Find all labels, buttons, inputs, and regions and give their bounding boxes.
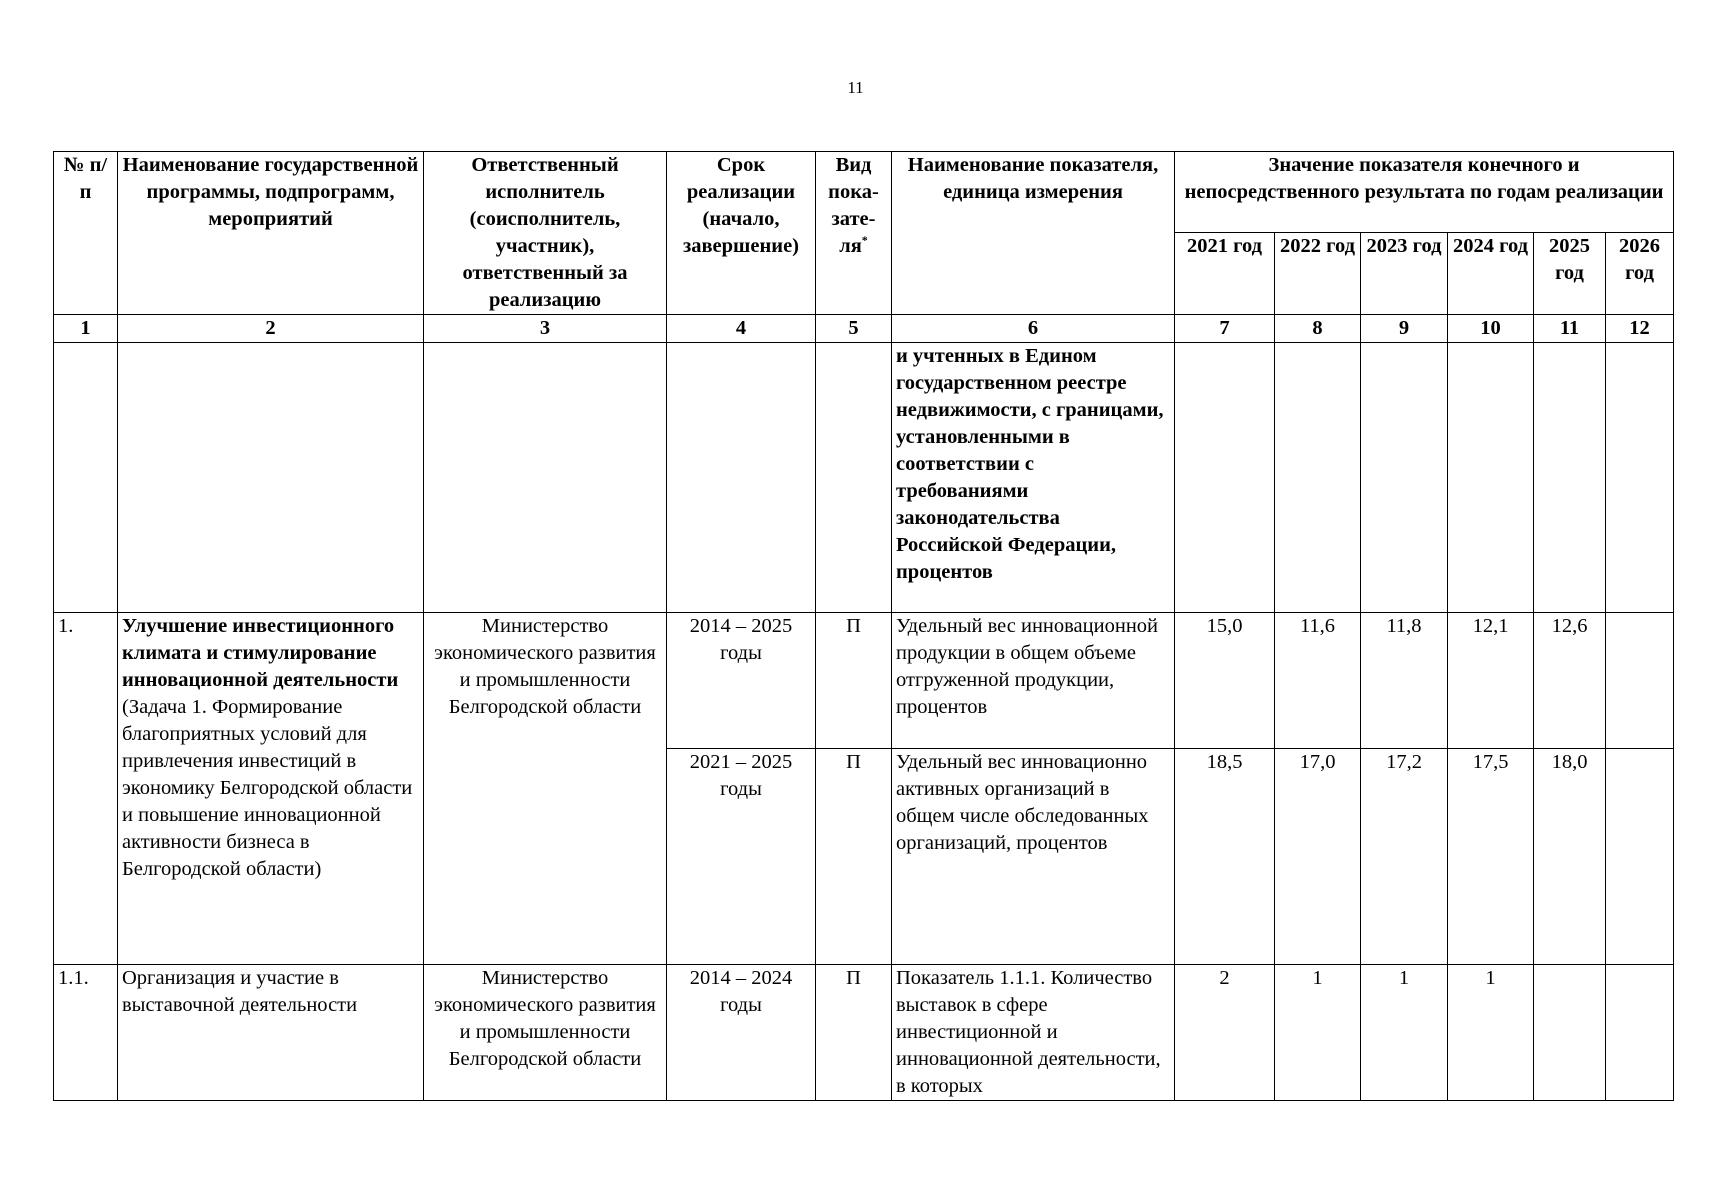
cell-empty xyxy=(54,343,118,613)
row-1-1-executor: Министерство экономического развития и промышленности Белгородской области xyxy=(424,965,667,1101)
row-1a-type: П xyxy=(816,613,892,749)
column-number: 4 xyxy=(667,315,816,343)
table-row-1-1 xyxy=(54,965,1674,1101)
indicators-table xyxy=(53,151,1674,1101)
cell-empty xyxy=(1175,343,1275,613)
row-1-executor: Министерство экономического развития и промышленности Белгородской области xyxy=(424,613,667,965)
row-1-1-value-2022: 1 xyxy=(1275,965,1361,1101)
cell-empty xyxy=(424,343,667,613)
column-number: 10 xyxy=(1448,315,1534,343)
row-1b-type: П xyxy=(816,749,892,965)
header-year-2025: 2025 год xyxy=(1534,233,1606,315)
row-1a-value-2023: 11,8 xyxy=(1361,613,1448,749)
row-1a-value-2026 xyxy=(1606,613,1674,749)
row-1a-value-2022: 11,6 xyxy=(1275,613,1361,749)
header-year-2026: 2026 год xyxy=(1606,233,1674,315)
table-row-continuation xyxy=(54,343,1674,613)
row-1-1-value-2023: 1 xyxy=(1361,965,1448,1101)
row-1-1-period: 2014 – 2024 годы xyxy=(667,965,816,1101)
header-col-indicator: Наименование показателя, единица измерения xyxy=(892,152,1175,315)
column-number: 2 xyxy=(118,315,424,343)
row-1a-value-2024: 12,1 xyxy=(1448,613,1534,749)
column-number: 9 xyxy=(1361,315,1448,343)
row-1-1-indicator: Показатель 1.1.1. Количество выставок в сфере инвестиционной и инновационной деятельности, в которых xyxy=(892,965,1175,1101)
header-row-1 xyxy=(54,152,1674,233)
header-year-2023: 2023 год xyxy=(1361,233,1448,315)
header-col-period: Срок реализации (начало, завершение) xyxy=(667,152,816,315)
column-number: 7 xyxy=(1175,315,1275,343)
header-year-2021: 2021 год xyxy=(1175,233,1275,315)
row-1b-indicator: Удельный вес инновационно активных организаций в общем числе обследованных организаций, процентов xyxy=(892,749,1175,965)
row-1b-value-2026 xyxy=(1606,749,1674,965)
header-col-num: № п/п xyxy=(54,152,118,315)
row-1-1-value-2024: 1 xyxy=(1448,965,1534,1101)
row-1b-value-2023: 17,2 xyxy=(1361,749,1448,965)
row-1a-value-2025: 12,6 xyxy=(1534,613,1606,749)
cell-empty xyxy=(1606,343,1674,613)
row-1a-period: 2014 – 2025 годы xyxy=(667,613,816,749)
row-1b-value-2025: 18,0 xyxy=(1534,749,1606,965)
header-year-2024: 2024 год xyxy=(1448,233,1534,315)
column-number: 1 xyxy=(54,315,118,343)
column-number: 8 xyxy=(1275,315,1361,343)
header-col-type-mark: * xyxy=(861,233,868,248)
header-group-values: Значение показателя конечного и непосредственного результата по годам реализации xyxy=(1175,152,1674,233)
row-1-program-task: (Задача 1. Формирование благоприятных условий для привлечения инвестиций в экономику Белгородской области и повышение инновационной активности бизнеса в Белгородской области) xyxy=(122,696,413,880)
column-number: 12 xyxy=(1606,315,1674,343)
cell-empty xyxy=(1275,343,1361,613)
page-number: 11 xyxy=(847,78,864,97)
row-1-1-type: П xyxy=(816,965,892,1101)
header-col-type-label: Вид пока- зате- ля xyxy=(828,154,879,257)
row-1-1-activity: Организация и участие в выставочной деятельности xyxy=(118,965,424,1101)
row-1b-value-2024: 17,5 xyxy=(1448,749,1534,965)
row-1-1-value-2026 xyxy=(1606,965,1674,1101)
row-1-program-title: Улучшение инвестиционного климата и стимулирование инновационной деятельности xyxy=(122,615,399,691)
row-1-1-value-2025 xyxy=(1534,965,1606,1101)
cell-empty xyxy=(1448,343,1534,613)
cell-empty xyxy=(667,343,816,613)
column-number: 5 xyxy=(816,315,892,343)
cell-empty xyxy=(1361,343,1448,613)
row-1-1-number: 1.1. xyxy=(54,965,118,1101)
header-col-program: Наименование государственной программы, подпрограмм, мероприятий xyxy=(118,152,424,315)
row-1b-period: 2021 – 2025 годы xyxy=(667,749,816,965)
header-year-2022: 2022 год xyxy=(1275,233,1361,315)
column-number: 11 xyxy=(1534,315,1606,343)
row-1b-value-2021: 18,5 xyxy=(1175,749,1275,965)
column-number: 6 xyxy=(892,315,1175,343)
cell-empty xyxy=(1534,343,1606,613)
row-1-number: 1. xyxy=(54,613,118,965)
header-col-type xyxy=(816,152,892,315)
header-col-executor: Ответственный исполнитель (соисполнитель, участник), ответственный за реализацию xyxy=(424,152,667,315)
indicator-continuation: и учтенных в Едином государственном реестре недвижимости, с границами, установленными в соответствии с требованиями законодательства Российской Федерации, процентов xyxy=(892,343,1175,613)
cell-empty xyxy=(118,343,424,613)
table-row-1a xyxy=(54,613,1674,749)
column-number: 3 xyxy=(424,315,667,343)
row-1-1-value-2021: 2 xyxy=(1175,965,1275,1101)
row-1-program xyxy=(118,613,424,965)
row-1a-value-2021: 15,0 xyxy=(1175,613,1275,749)
row-1a-indicator: Удельный вес инновационной продукции в общем объеме отгруженной продукции, процентов xyxy=(892,613,1175,749)
row-1b-value-2022: 17,0 xyxy=(1275,749,1361,965)
column-numbers-row xyxy=(54,315,1674,343)
cell-empty xyxy=(816,343,892,613)
